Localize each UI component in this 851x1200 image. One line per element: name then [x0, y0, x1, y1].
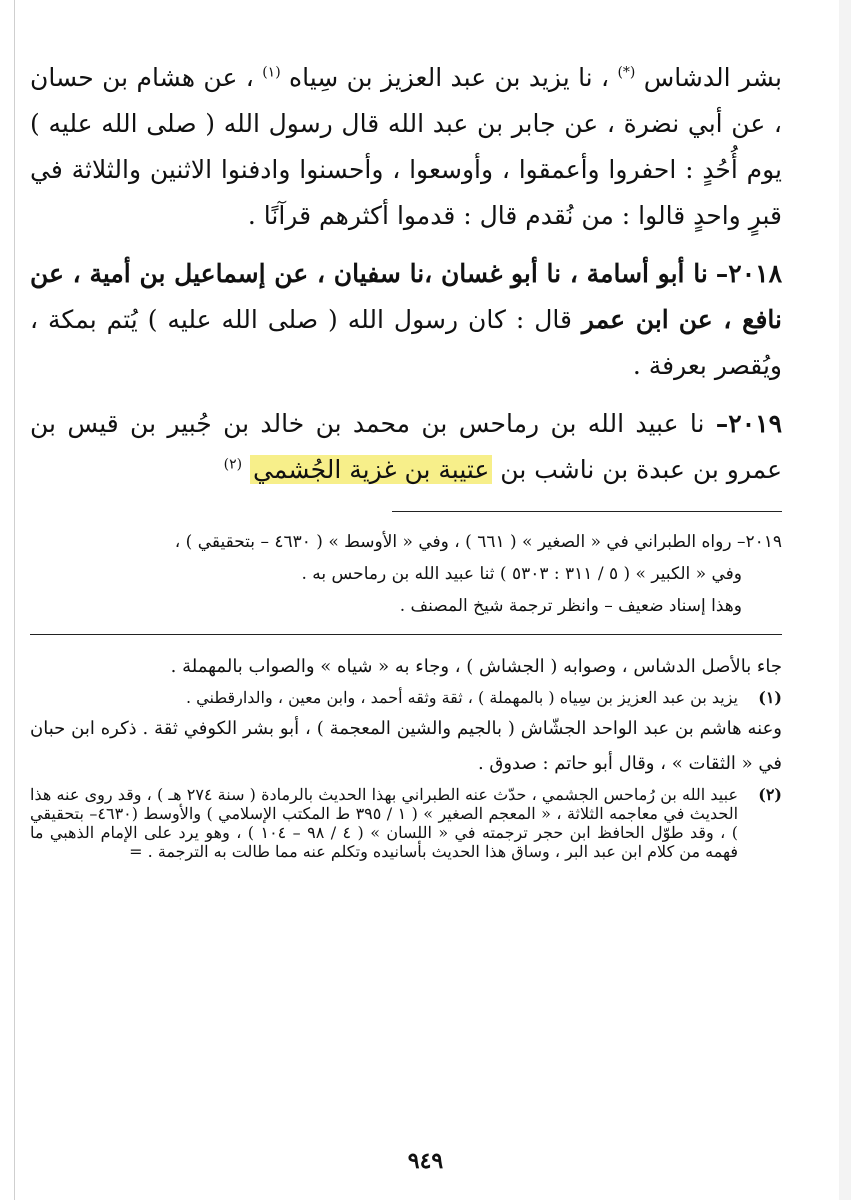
narrator-name: ابن عمر: [581, 305, 669, 334]
highlighted-name[interactable]: عتيبة بن غزية الجُشمي: [250, 455, 492, 484]
text-segment: نا عبيد الله بن رماحس بن محمد بن خالد بن جُبير بن قيس بن عمرو بن عبدة بن ناشب بن: [30, 409, 782, 484]
text-segment: قال : كان رسول الله ( صلى الله عليه ) يُتم بمكة ، ويُقصر بعرفة .: [30, 305, 782, 380]
book-page: [30, 55, 782, 861]
text-segment: ، نا يزيد بن عبد العزيز بن سِياه: [289, 63, 610, 92]
hadith-number: ٢٠١٨–: [715, 259, 782, 288]
paragraph-intro: [30, 55, 782, 239]
footnote-marker: (٢): [758, 785, 782, 804]
footnotes: [30, 649, 782, 861]
hadith-number: ٢٠١٩–: [715, 409, 782, 438]
footnote-ref-star[interactable]: (*): [617, 64, 636, 81]
text-segment: بشر الدشاس: [643, 63, 782, 92]
footnote-text: يزيد بن عبد العزيز بن سِياه ( بالمهملة ) ، ثقة وثقه أحمد ، وابن معين ، والدارقطني .: [186, 688, 738, 707]
hadith-2019: [30, 401, 782, 493]
footnotes-divider: [30, 634, 782, 635]
footnote-1: [30, 688, 782, 707]
left-margin-line: [14, 0, 15, 1200]
right-scroll-edge: [839, 0, 851, 1200]
footnote-ref-1[interactable]: (١): [262, 64, 281, 81]
footnote-1-continued: وعنه هاشم بن عبد الواحد الجشّاش ( بالجيم والشين المعجمة ) ، أبو بشر الكوفي ثقة . ذكره ابن حبان في « الثقات » ، وقال أبو حاتم : صدوق .: [30, 718, 782, 774]
note-line: وفي « الكبير » ( ٥ / ٣١١ : ٥٣٠٣ ) ثنا عبيد الله بن رماحس به .: [301, 564, 742, 584]
takhrij-notes: [30, 526, 782, 622]
note-line: ٢٠١٩– رواه الطبراني في « الصغير » ( ٦٦١ ) ، وفي « الأوسط » ( ٤٦٣٠ – بتحقيقي ) ،: [174, 532, 782, 552]
footnote-text: عبيد الله بن رُماحس الجشمي ، حدّث عنه الطبراني بهذا الحديث بالرمادة ( سنة ٢٧٤ هـ ) ، وقد روى عنه هذا الحديث في معاجمه الثلاثة ، « المعجم الصغير » ( ١ / ٣٩٥ ط المكتب الإسلامي ) والأوسط (٤٦٣٠– بتحقيقي ) ، وقد طوّل الحافظ ابن حجر ترجمته في « اللسان » ( ٤ / ٩٨ – ١٠٤ ) ، وهو يرد على الإمام الذهبي ما فهمه من كلام ابن عبد البر ، وساق هذا الحديث بأسانيده وتكلم عنه مما طالت به الترجمة . =: [30, 785, 739, 861]
hadith-2018: [30, 251, 782, 389]
notes-divider: [392, 511, 782, 512]
main-text: [30, 55, 782, 493]
footnote-star: جاء بالأصل الدشاس ، وصوابه ( الجشاش ) ، وجاء به « شياه » والصواب بالمهملة .: [170, 656, 782, 677]
note-line: وهذا إسناد ضعيف – وانظر ترجمة شيخ المصنف .: [399, 596, 742, 616]
footnote-2: [30, 785, 782, 861]
page-number: ٩٤٩: [407, 1148, 444, 1174]
footnote-ref-2[interactable]: (٢): [223, 456, 243, 473]
text-segment: ، عن هشام بن حسان ، عن أبي نضرة ، عن جابر بن عبد الله قال رسول الله ( صلى الله عليه ) يوم أُحُدٍ : احفروا وأعمقوا ، وأوسعوا ، وأحسنوا وادفنوا الاثنين والثلاثة في قبرٍ واحدٍ قالوا : من نُقدم قال : قدموا أكثرهم قرآنًا .: [30, 63, 782, 230]
text-segment: نا أبو أسامة ، نا أبو غسان ،نا سفيان ، عن إسماعيل بن أمية ، عن نافع ، عن: [30, 259, 782, 334]
footnote-marker: (١): [758, 688, 782, 707]
